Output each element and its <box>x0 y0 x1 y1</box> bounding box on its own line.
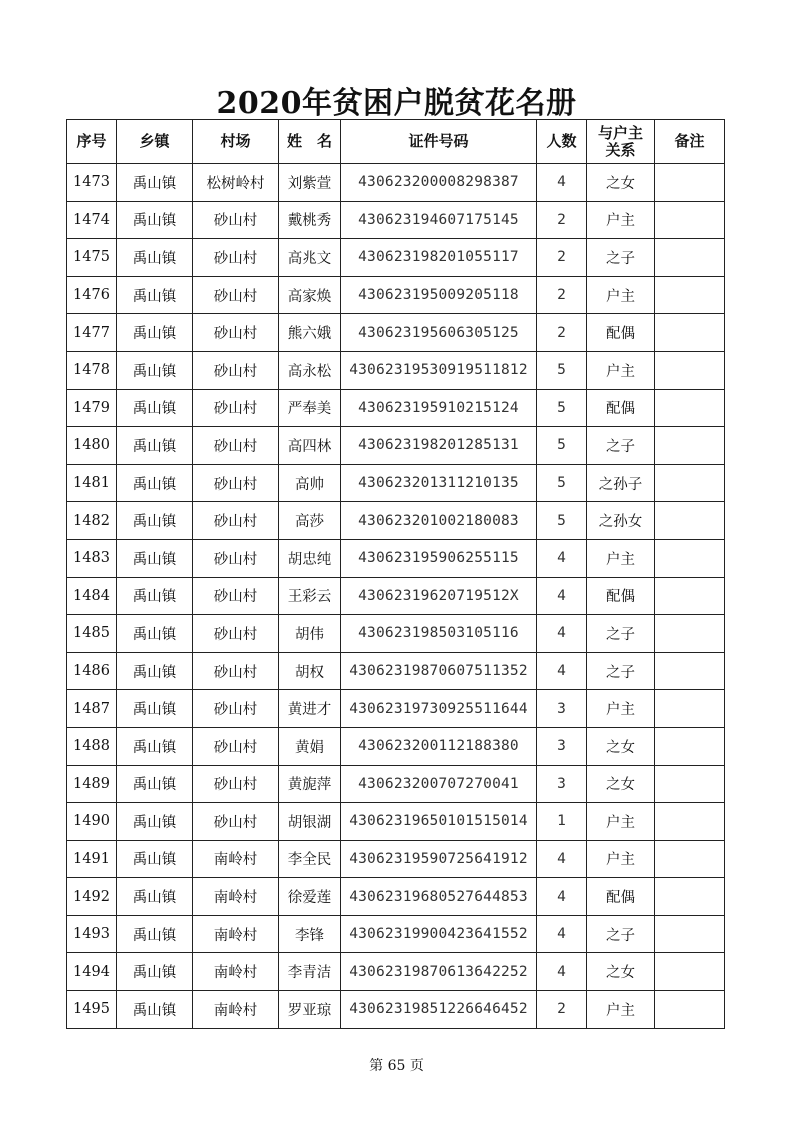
cell-seq: 1487 <box>67 690 117 728</box>
cell-id-number: 430623195910215124 <box>341 389 537 427</box>
cell-household-size: 3 <box>537 727 587 765</box>
cell-remarks <box>655 427 725 465</box>
cell-household-size: 4 <box>537 615 587 653</box>
cell-name: 胡忠纯 <box>279 539 341 577</box>
cell-seq: 1482 <box>67 502 117 540</box>
cell-seq: 1490 <box>67 803 117 841</box>
cell-name: 高帅 <box>279 464 341 502</box>
cell-name: 黄娟 <box>279 727 341 765</box>
cell-village: 砂山村 <box>193 652 279 690</box>
table-row <box>67 314 725 352</box>
cell-id-number: 43062319620719512X <box>341 577 537 615</box>
cell-town: 禹山镇 <box>117 652 193 690</box>
cell-village: 松树岭村 <box>193 164 279 202</box>
cell-id-number: 430623198201055117 <box>341 239 537 277</box>
table-row <box>67 690 725 728</box>
cell-name: 王彩云 <box>279 577 341 615</box>
page-number: 第 65 页 <box>369 1058 424 1074</box>
cell-remarks <box>655 840 725 878</box>
header-id-number: 证件号码 <box>341 120 537 164</box>
table-row <box>67 464 725 502</box>
document-title: 2020年贫困户脱贫花名册 <box>216 86 577 121</box>
cell-town: 禹山镇 <box>117 577 193 615</box>
cell-town: 禹山镇 <box>117 276 193 314</box>
cell-town: 禹山镇 <box>117 464 193 502</box>
cell-id-number: 43062319590725641912 <box>341 840 537 878</box>
table-row <box>67 803 725 841</box>
cell-id-number: 430623200112188380 <box>341 727 537 765</box>
cell-village: 南岭村 <box>193 991 279 1029</box>
roster-table <box>66 119 725 1029</box>
cell-seq: 1476 <box>67 276 117 314</box>
cell-seq: 1484 <box>67 577 117 615</box>
cell-remarks <box>655 878 725 916</box>
table-row <box>67 239 725 277</box>
cell-household-size: 4 <box>537 953 587 991</box>
cell-village: 南岭村 <box>193 840 279 878</box>
cell-remarks <box>655 727 725 765</box>
cell-seq: 1495 <box>67 991 117 1029</box>
cell-household-size: 3 <box>537 765 587 803</box>
cell-seq: 1492 <box>67 878 117 916</box>
cell-name: 高兆文 <box>279 239 341 277</box>
cell-remarks <box>655 539 725 577</box>
table-row <box>67 427 725 465</box>
cell-town: 禹山镇 <box>117 502 193 540</box>
cell-relation: 配偶 <box>587 577 655 615</box>
cell-village: 砂山村 <box>193 765 279 803</box>
cell-name: 高家焕 <box>279 276 341 314</box>
table-row <box>67 652 725 690</box>
cell-seq: 1489 <box>67 765 117 803</box>
table-row <box>67 577 725 615</box>
cell-relation: 之子 <box>587 915 655 953</box>
cell-town: 禹山镇 <box>117 765 193 803</box>
cell-household-size: 4 <box>537 577 587 615</box>
cell-remarks <box>655 502 725 540</box>
cell-id-number: 43062319900423641552 <box>341 915 537 953</box>
cell-remarks <box>655 464 725 502</box>
cell-remarks <box>655 953 725 991</box>
table-row <box>67 953 725 991</box>
cell-relation: 户主 <box>587 690 655 728</box>
table-row <box>67 276 725 314</box>
cell-name: 罗亚琼 <box>279 991 341 1029</box>
cell-household-size: 5 <box>537 502 587 540</box>
cell-name: 徐爱莲 <box>279 878 341 916</box>
cell-relation: 配偶 <box>587 389 655 427</box>
cell-town: 禹山镇 <box>117 991 193 1029</box>
cell-village: 砂山村 <box>193 239 279 277</box>
header-seq: 序号 <box>67 120 117 164</box>
cell-village: 砂山村 <box>193 389 279 427</box>
cell-village: 南岭村 <box>193 953 279 991</box>
cell-village: 砂山村 <box>193 314 279 352</box>
header-remarks: 备注 <box>655 120 725 164</box>
cell-id-number: 43062319870607511352 <box>341 652 537 690</box>
header-town: 乡镇 <box>117 120 193 164</box>
cell-remarks <box>655 803 725 841</box>
cell-remarks <box>655 239 725 277</box>
cell-village: 砂山村 <box>193 351 279 389</box>
cell-household-size: 4 <box>537 840 587 878</box>
cell-name: 高莎 <box>279 502 341 540</box>
cell-name: 熊六娥 <box>279 314 341 352</box>
table-row <box>67 615 725 653</box>
cell-name: 刘紫萱 <box>279 164 341 202</box>
cell-household-size: 4 <box>537 878 587 916</box>
cell-village: 南岭村 <box>193 878 279 916</box>
cell-id-number: 43062319730925511644 <box>341 690 537 728</box>
cell-id-number: 430623195906255115 <box>341 539 537 577</box>
cell-seq: 1478 <box>67 351 117 389</box>
cell-relation: 之子 <box>587 615 655 653</box>
cell-town: 禹山镇 <box>117 201 193 239</box>
cell-remarks <box>655 652 725 690</box>
cell-household-size: 3 <box>537 690 587 728</box>
cell-relation: 之子 <box>587 652 655 690</box>
cell-relation: 之子 <box>587 427 655 465</box>
cell-id-number: 43062319530919511812 <box>341 351 537 389</box>
cell-household-size: 4 <box>537 652 587 690</box>
cell-remarks <box>655 314 725 352</box>
cell-name: 胡权 <box>279 652 341 690</box>
cell-town: 禹山镇 <box>117 239 193 277</box>
table-row <box>67 201 725 239</box>
table-row <box>67 389 725 427</box>
header-household-size: 人数 <box>537 120 587 164</box>
cell-village: 砂山村 <box>193 464 279 502</box>
cell-id-number: 430623198201285131 <box>341 427 537 465</box>
table-row <box>67 840 725 878</box>
cell-id-number: 430623200008298387 <box>341 164 537 202</box>
cell-relation: 之孙女 <box>587 502 655 540</box>
cell-village: 砂山村 <box>193 539 279 577</box>
cell-town: 禹山镇 <box>117 803 193 841</box>
cell-remarks <box>655 201 725 239</box>
table-header-row <box>67 120 725 164</box>
cell-seq: 1477 <box>67 314 117 352</box>
cell-household-size: 5 <box>537 427 587 465</box>
cell-relation: 户主 <box>587 840 655 878</box>
cell-town: 禹山镇 <box>117 615 193 653</box>
cell-household-size: 2 <box>537 276 587 314</box>
cell-household-size: 4 <box>537 539 587 577</box>
table-row <box>67 539 725 577</box>
cell-remarks <box>655 389 725 427</box>
cell-name: 高四林 <box>279 427 341 465</box>
cell-name: 戴桃秀 <box>279 201 341 239</box>
cell-remarks <box>655 991 725 1029</box>
cell-seq: 1485 <box>67 615 117 653</box>
cell-seq: 1483 <box>67 539 117 577</box>
cell-seq: 1474 <box>67 201 117 239</box>
cell-name: 李青洁 <box>279 953 341 991</box>
cell-household-size: 1 <box>537 803 587 841</box>
cell-id-number: 430623201002180083 <box>341 502 537 540</box>
cell-relation: 户主 <box>587 803 655 841</box>
table-row <box>67 765 725 803</box>
cell-remarks <box>655 577 725 615</box>
cell-village: 砂山村 <box>193 615 279 653</box>
cell-seq: 1494 <box>67 953 117 991</box>
cell-remarks <box>655 276 725 314</box>
cell-id-number: 430623201311210135 <box>341 464 537 502</box>
cell-relation: 户主 <box>587 201 655 239</box>
cell-seq: 1481 <box>67 464 117 502</box>
cell-seq: 1488 <box>67 727 117 765</box>
cell-relation: 配偶 <box>587 314 655 352</box>
cell-remarks <box>655 690 725 728</box>
cell-relation: 户主 <box>587 351 655 389</box>
header-relation: 与户主 关系 <box>587 120 655 164</box>
cell-name: 胡银湖 <box>279 803 341 841</box>
cell-seq: 1486 <box>67 652 117 690</box>
cell-relation: 之女 <box>587 164 655 202</box>
cell-village: 砂山村 <box>193 502 279 540</box>
cell-relation: 之女 <box>587 765 655 803</box>
cell-town: 禹山镇 <box>117 164 193 202</box>
table-row <box>67 991 725 1029</box>
cell-household-size: 2 <box>537 201 587 239</box>
cell-town: 禹山镇 <box>117 727 193 765</box>
cell-town: 禹山镇 <box>117 351 193 389</box>
cell-village: 砂山村 <box>193 276 279 314</box>
cell-household-size: 5 <box>537 464 587 502</box>
cell-seq: 1473 <box>67 164 117 202</box>
table-row <box>67 502 725 540</box>
cell-relation: 配偶 <box>587 878 655 916</box>
cell-id-number: 430623200707270041 <box>341 765 537 803</box>
cell-village: 砂山村 <box>193 577 279 615</box>
cell-relation: 之孙子 <box>587 464 655 502</box>
cell-town: 禹山镇 <box>117 840 193 878</box>
table-row <box>67 915 725 953</box>
cell-seq: 1491 <box>67 840 117 878</box>
cell-relation: 之女 <box>587 953 655 991</box>
cell-household-size: 4 <box>537 915 587 953</box>
cell-village: 砂山村 <box>193 690 279 728</box>
cell-remarks <box>655 765 725 803</box>
cell-name: 胡伟 <box>279 615 341 653</box>
cell-village: 砂山村 <box>193 727 279 765</box>
table-body <box>67 164 725 1029</box>
cell-household-size: 2 <box>537 239 587 277</box>
cell-seq: 1479 <box>67 389 117 427</box>
header-name: 姓 名 <box>279 120 341 164</box>
cell-seq: 1475 <box>67 239 117 277</box>
cell-town: 禹山镇 <box>117 953 193 991</box>
cell-id-number: 43062319680527644853 <box>341 878 537 916</box>
cell-town: 禹山镇 <box>117 878 193 916</box>
cell-village: 砂山村 <box>193 201 279 239</box>
cell-remarks <box>655 615 725 653</box>
cell-name: 黄进才 <box>279 690 341 728</box>
cell-id-number: 43062319650101515014 <box>341 803 537 841</box>
cell-relation: 户主 <box>587 539 655 577</box>
cell-household-size: 5 <box>537 351 587 389</box>
cell-village: 砂山村 <box>193 427 279 465</box>
cell-name: 黄旎萍 <box>279 765 341 803</box>
cell-household-size: 4 <box>537 164 587 202</box>
cell-household-size: 5 <box>537 389 587 427</box>
cell-seq: 1493 <box>67 915 117 953</box>
cell-relation: 户主 <box>587 991 655 1029</box>
cell-town: 禹山镇 <box>117 690 193 728</box>
cell-town: 禹山镇 <box>117 539 193 577</box>
table-row <box>67 351 725 389</box>
cell-remarks <box>655 915 725 953</box>
cell-name: 高永松 <box>279 351 341 389</box>
cell-relation: 之女 <box>587 727 655 765</box>
cell-name: 严奉美 <box>279 389 341 427</box>
cell-town: 禹山镇 <box>117 427 193 465</box>
table-row <box>67 164 725 202</box>
cell-village: 砂山村 <box>193 803 279 841</box>
header-village: 村场 <box>193 120 279 164</box>
cell-remarks <box>655 351 725 389</box>
cell-name: 李全民 <box>279 840 341 878</box>
table-row <box>67 878 725 916</box>
cell-id-number: 430623195009205118 <box>341 276 537 314</box>
cell-household-size: 2 <box>537 991 587 1029</box>
cell-town: 禹山镇 <box>117 389 193 427</box>
cell-remarks <box>655 164 725 202</box>
cell-id-number: 430623194607175145 <box>341 201 537 239</box>
table-row <box>67 727 725 765</box>
cell-town: 禹山镇 <box>117 314 193 352</box>
cell-relation: 户主 <box>587 276 655 314</box>
cell-id-number: 430623198503105116 <box>341 615 537 653</box>
cell-relation: 之子 <box>587 239 655 277</box>
cell-seq: 1480 <box>67 427 117 465</box>
cell-town: 禹山镇 <box>117 915 193 953</box>
cell-id-number: 43062319870613642252 <box>341 953 537 991</box>
cell-village: 南岭村 <box>193 915 279 953</box>
cell-id-number: 430623195606305125 <box>341 314 537 352</box>
cell-household-size: 2 <box>537 314 587 352</box>
cell-name: 李锋 <box>279 915 341 953</box>
cell-id-number: 43062319851226646452 <box>341 991 537 1029</box>
